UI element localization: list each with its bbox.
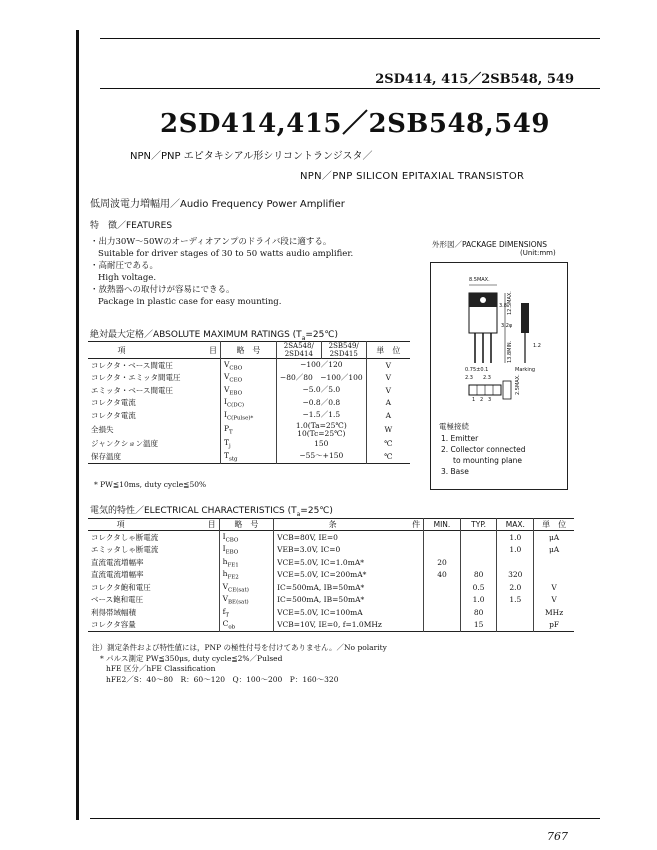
amr-unit: V (366, 384, 410, 397)
connections-heading: 電極接続 (439, 422, 469, 431)
amr-unit: W (366, 422, 410, 438)
amr-row (88, 384, 410, 397)
ec-min (424, 606, 461, 619)
package-side-view (521, 303, 529, 333)
ec-row (88, 581, 574, 594)
absolute-max-ratings-table (88, 341, 410, 464)
amr-value: −80／80 −100／100 (276, 372, 366, 385)
ec-min: 20 (424, 556, 461, 569)
ec-typ (460, 556, 497, 569)
ec-typ: 1.0 (460, 594, 497, 607)
ec-col-unit: 単 位 (534, 519, 574, 531)
ec-typ: 80 (460, 606, 497, 619)
ec-unit (534, 556, 574, 569)
ec-note-3: hFE 区分／hFE Classification (106, 664, 216, 673)
ec-min (424, 581, 461, 594)
ec-row (88, 619, 574, 632)
application-line: 低周波電力増幅用／Audio Frequency Power Amplifier (90, 199, 345, 210)
ec-unit: MHz (534, 606, 574, 619)
ec-item: ベース飽和電圧 (91, 595, 144, 605)
amr-unit: V (366, 372, 410, 385)
ec-condition: VCB=80V, IE=0 (274, 531, 424, 544)
amr-symbol: $V_{EBO}$ (220, 384, 276, 397)
ec-max: 1.0 (497, 531, 534, 544)
ec-symbol: $f_T$ (219, 606, 273, 619)
feature-en-2: High voltage. (98, 273, 157, 283)
ec-item: 利得帯域幅積 (91, 607, 136, 617)
ec-item: エミッタしゃ断電流 (91, 545, 159, 555)
feature-jp-2: ・高耐圧である。 (90, 261, 159, 271)
dim-height: 12.5MAX. (507, 291, 513, 315)
amr-header-row (88, 342, 410, 359)
connection-3: 3. Base (441, 467, 469, 476)
amr-item: コレクタ・ベース間電圧 (91, 360, 173, 370)
amr-unit: V (366, 359, 410, 372)
pin-2: 2 (480, 397, 484, 403)
amr-row (88, 359, 410, 372)
ec-col-symbol: 略 号 (219, 519, 273, 531)
amr-symbol: $P_T$ (220, 422, 276, 438)
ec-symbol: $h_{FE1}$ (219, 556, 273, 569)
amr-symbol: $V_{CBO}$ (220, 359, 276, 372)
amr-row (88, 438, 410, 451)
ec-max: 1.0 (497, 544, 534, 557)
ec-typ: 15 (460, 619, 497, 632)
ec-unit: V (534, 594, 574, 607)
amr-unit: A (366, 409, 410, 422)
dim-lead-width: 0.75±0.1 (465, 367, 489, 373)
ec-condition: VCE=5.0V, IC=100mA (274, 606, 424, 619)
ec-symbol: $I_{CBO}$ (219, 531, 273, 544)
ec-condition: VCE=5.0V, IC=1.0mA* (274, 556, 424, 569)
amr-footnote: * PW≦10ms, duty cycle≦50% (94, 480, 207, 489)
amr-value: −100／120 (276, 359, 366, 372)
ec-min (424, 531, 461, 544)
ec-unit: pF (534, 619, 574, 632)
amr-item: ジャンクション温度 (91, 439, 159, 449)
ec-max (497, 606, 534, 619)
ec-col-item-2: 目 (207, 520, 216, 529)
package-dimensions-box (430, 262, 568, 490)
amr-value: 150 (276, 438, 366, 451)
amr-item: 保存温度 (91, 451, 121, 461)
dim-width: 8.5MAX. (469, 277, 490, 283)
amr-heading: 絶対最大定格／ABSOLUTE MAXIMUM RATINGS $(T_a=25℃)$ (90, 330, 338, 342)
amr-value: −55〜+150 (276, 450, 366, 463)
amr-item: コレクタ電流 (91, 398, 136, 408)
dim-pitch-2: 2.3 (483, 375, 491, 381)
ec-notes (92, 643, 387, 685)
ec-max: 1.5 (497, 594, 534, 607)
ec-note-1: 注）測定条件および特性値には，PNP の極性付号を付けてありません。／No polarity (92, 643, 387, 652)
ec-min (424, 544, 461, 557)
ec-col-cond-2: 件 (412, 520, 421, 529)
amr-row (88, 397, 410, 410)
ec-row (88, 606, 574, 619)
ec-col-min: MIN. (424, 519, 461, 531)
ec-row (88, 531, 574, 544)
amr-symbol: $V_{CEO}$ (220, 372, 276, 385)
ec-symbol: $V_{BE(sat)}$ (219, 594, 273, 607)
amr-unit: ℃ (366, 450, 410, 463)
ec-unit: V (534, 581, 574, 594)
dim-hole: 3.2φ (501, 323, 513, 329)
ec-symbol: $C_{ob}$ (219, 619, 273, 632)
amr-item: エミッタ・ベース間電圧 (91, 385, 173, 395)
ec-max (497, 619, 534, 632)
ec-row (88, 556, 574, 569)
pin-3: 3 (488, 397, 492, 403)
ec-item: 直流電流増幅率 (91, 570, 144, 580)
subtitle-jp: NPN／PNP エピタキシアル形シリコントランジスタ／ (130, 151, 373, 162)
dim-lead-length: 13.8MIN. (507, 340, 513, 363)
header-rule-2 (100, 88, 600, 89)
ec-item: 直流電流増幅率 (91, 557, 144, 567)
ec-min: 40 (424, 569, 461, 582)
amr-item: コレクタ・エミッタ間電圧 (91, 373, 181, 383)
amr-item: 全損失 (91, 425, 114, 434)
connection-1: 1. Emitter (441, 434, 479, 443)
ec-condition: VCE=5.0V, IC=200mA* (274, 569, 424, 582)
ec-item: コレクタ飽和電圧 (91, 582, 151, 592)
footer-rule (90, 818, 600, 819)
amr-col-unit: 単 位 (366, 342, 410, 359)
ec-unit (534, 569, 574, 582)
ec-item: コレクタしゃ断電流 (91, 532, 159, 542)
features-list (90, 236, 420, 308)
ec-col-typ: TYP. (460, 519, 497, 531)
ec-max: 2.0 (497, 581, 534, 594)
amr-symbol: $T_{stg}$ (220, 450, 276, 463)
amr-unit: ℃ (366, 438, 410, 451)
amr-value: 1.0(Ta=25℃) 10(Tc=25℃) (276, 422, 366, 438)
ec-row (88, 594, 574, 607)
dim-thickness: 1.2 (533, 343, 541, 349)
ec-row (88, 569, 574, 582)
ec-row (88, 544, 574, 557)
ec-unit: μA (534, 531, 574, 544)
ec-min (424, 594, 461, 607)
amr-col-item-2: 目 (208, 345, 217, 355)
ec-typ: 0.5 (460, 581, 497, 594)
ec-typ (460, 544, 497, 557)
amr-value: −5.0／5.0 (276, 384, 366, 397)
ec-col-max: MAX. (497, 519, 534, 531)
amr-col-v2: 2SB549/ 2SD415 (321, 342, 366, 359)
ec-max: 320 (497, 569, 534, 582)
amr-value: −1.5／1.5 (276, 409, 366, 422)
left-margin-bar (76, 30, 79, 820)
ec-typ: 80 (460, 569, 497, 582)
ec-typ (460, 531, 497, 544)
amr-col-symbol: 略 号 (220, 342, 276, 359)
dim-depth: 2.5MAX. (515, 374, 521, 395)
amr-row (88, 372, 410, 385)
amr-col-v1: 2SA548/ 2SD414 (276, 342, 321, 359)
amr-row (88, 450, 410, 463)
feature-en-3: Package in plastic case for easy mounting. (98, 297, 282, 307)
ec-condition: VEB=3.0V, IC=0 (274, 544, 424, 557)
amr-symbol: $I_{C(Pulse)*}$ (220, 409, 276, 422)
amr-row (88, 409, 410, 422)
ec-max (497, 556, 534, 569)
ec-note-2: * パルス測定 PW≦350μs, duty cycle≦2%／Pulsed (100, 653, 283, 663)
mounting-hole (480, 297, 486, 303)
feature-jp-3: ・放熱器への取付けが容易にできる。 (90, 285, 235, 295)
ec-min (424, 619, 461, 632)
page-number: 767 (547, 830, 568, 843)
features-heading: 特 徴／FEATURES (90, 221, 173, 231)
ec-symbol: $I_{EBO}$ (219, 544, 273, 557)
amr-item: コレクタ電流 (91, 410, 136, 420)
package-unit: (Unit:mm) (520, 249, 556, 257)
amr-value: −0.8／0.8 (276, 397, 366, 410)
package-drawing (431, 263, 567, 413)
header-part-numbers: 2SD414, 415／2SB548, 549 (375, 72, 574, 87)
feature-en-1: Suitable for driver stages of 30 to 50 watts audio amplifier. (98, 249, 354, 259)
ec-symbol: $h_{FE2}$ (219, 569, 273, 582)
amr-symbol: $T_j$ (220, 438, 276, 451)
ec-item: コレクタ容量 (91, 620, 136, 630)
ec-condition: IC=500mA, IB=50mA* (274, 594, 424, 607)
feature-jp-1: ・出力30W〜50Wのオーディオアンプのドライバ段に適する。 (90, 237, 332, 247)
amr-col-item-1: 項 (117, 345, 126, 355)
amr-row (88, 422, 410, 438)
connection-2b: to mounting plane (453, 456, 523, 465)
dim-pitch-1: 2.3 (465, 375, 473, 381)
ec-condition: VCB=10V, IE=0, f=1.0MHz (274, 619, 424, 632)
ec-unit: μA (534, 544, 574, 557)
amr-unit: A (366, 397, 410, 410)
ec-header-row (88, 519, 574, 531)
ec-col-item-1: 項 (116, 520, 125, 529)
subtitle-en: NPN／PNP SILICON EPITAXIAL TRANSISTOR (300, 171, 525, 182)
ec-condition: IC=500mA, IB=50mA* (274, 581, 424, 594)
ec-symbol: $V_{CE(sat)}$ (219, 581, 273, 594)
electrical-characteristics-table (88, 518, 574, 632)
dim-tab: 3.8 (499, 303, 507, 309)
package-heading: 外形図／PACKAGE DIMENSIONS (432, 240, 548, 249)
connection-2: 2. Collector connected (441, 445, 526, 454)
ec-note-4: hFE2／S：40〜80 R：60〜120 Q：100〜200 P：160〜320 (106, 674, 339, 684)
ec-heading: 電気的特性／ELECTRICAL CHARACTERISTICS $(T_a=25℃)$ (90, 506, 333, 518)
ec-col-cond-1: 条 (274, 519, 340, 531)
page-title: 2SD414,415／2SB548,549 (160, 109, 550, 139)
amr-symbol: $I_{C(DC)}$ (220, 397, 276, 410)
header-rule (100, 38, 600, 39)
pin-1: 1 (472, 397, 476, 403)
marking-label: Marking (515, 367, 536, 373)
